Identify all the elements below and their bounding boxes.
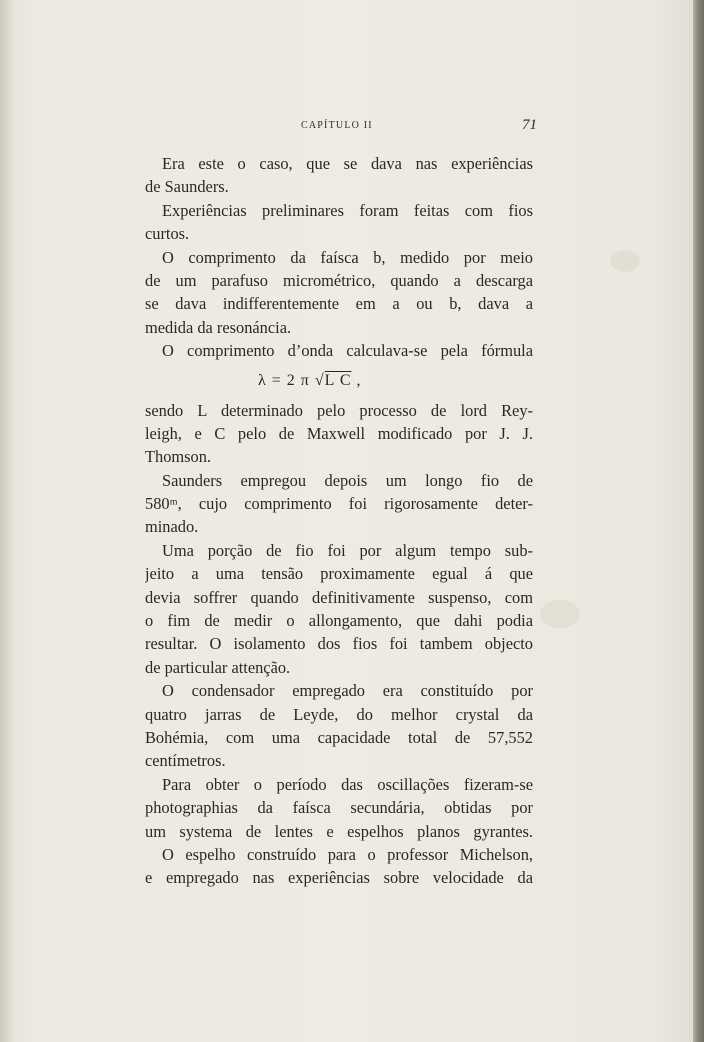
text-line: photographias da faísca secundária, obtidas por — [145, 798, 533, 818]
text-line: O espelho construído para o professor Michelson, — [162, 844, 533, 864]
text-line: O comprimento da faísca b, medido por meio — [162, 247, 533, 267]
text-line: Bohémia, com uma capacidade total de 57,552 — [145, 727, 533, 747]
running-head: CAPÍTULO II — [301, 120, 373, 131]
text-line: Para obter o período das oscillações fizeram-se — [162, 774, 533, 794]
text-line: medida da resonáncia. — [145, 317, 292, 337]
text-line: se dava indifferentemente em a ou b, dava a — [145, 294, 533, 314]
text-line: resultar. O isolamento dos fios foi tambem objecto — [145, 634, 533, 654]
text-line: e empregado nas experiências sobre velocidade da — [145, 868, 533, 888]
text-line: um systema de lentes e espelhos planos gyrantes. — [145, 821, 533, 841]
text-line: Experiências preliminares foram feitas com fios — [162, 200, 533, 220]
text-line: o fim de medir o allongamento, que dahi podia — [145, 611, 533, 631]
paper-stain — [540, 600, 580, 628]
text-line: minado. — [145, 517, 199, 537]
text-line: de particular attenção. — [145, 657, 291, 677]
text-line: devia soffrer quando definitivamente suspenso, com — [145, 587, 533, 607]
text-block-after-formula — [145, 399, 533, 890]
text-line: de Saunders. — [145, 177, 229, 197]
text-block-before-formula — [145, 152, 533, 363]
text-line: leigh, e C pelo de Maxwell modificado por J. J. — [145, 423, 533, 443]
text-line: Uma porção de fio foi por algum tempo sub- — [162, 540, 533, 560]
formula-prefix: λ = 2 π √ — [258, 371, 325, 389]
page-edge — [693, 0, 704, 1042]
text-line: 580ᵐ, cujo comprimento foi rigorosamente deter- — [145, 494, 533, 514]
text-line: Saunders empregou depois um longo fio de — [162, 470, 533, 490]
formula-suffix: , — [351, 371, 362, 389]
formula — [145, 363, 533, 399]
text-line: jeito a uma tensão proximamente egual á que — [145, 564, 533, 584]
text-line: sendo L determinado pelo processo de lord Rey- — [145, 400, 533, 420]
text-line: centímetros. — [145, 751, 226, 771]
text-line: de um parafuso micrométrico, quando a descarga — [145, 270, 533, 290]
text-line: quatro jarras de Leyde, do melhor crystal da — [145, 704, 533, 724]
text-line: O comprimento d’onda calculava-se pela fórmula — [162, 341, 533, 361]
gutter-shadow — [0, 0, 14, 1042]
text-line: O condensador empregado era constituído por — [162, 681, 533, 701]
page-header — [145, 117, 541, 139]
text-line: curtos. — [145, 224, 190, 244]
text-line: Era este o caso, que se dava nas experiências — [162, 154, 533, 173]
body-text — [145, 152, 533, 890]
formula-radicand: L C — [324, 371, 352, 389]
paper-stain — [610, 250, 640, 272]
page-number: 71 — [522, 117, 537, 133]
text-line: Thomson. — [145, 447, 212, 467]
